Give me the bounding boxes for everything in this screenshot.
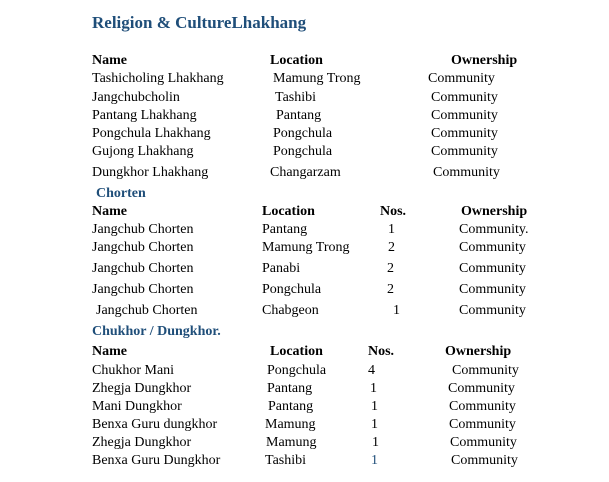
chorten-row-3-ownership: Community bbox=[459, 261, 526, 276]
chorten-row-3-nos: 2 bbox=[387, 261, 394, 276]
chorten-row-5-location: Chabgeon bbox=[262, 303, 319, 318]
chorten-header-ownership: Ownership bbox=[461, 204, 528, 219]
chukhor-row-1-ownership: Community bbox=[452, 363, 519, 378]
lhakhang-header-location: Location bbox=[270, 53, 323, 68]
chorten-row-2-location: Mamung Trong bbox=[262, 240, 350, 255]
lhakhang-row-6-ownership: Community bbox=[433, 165, 500, 180]
lhakhang-header-ownership: Ownership bbox=[451, 53, 518, 68]
chukhor-row-5-ownership: Community bbox=[450, 435, 517, 450]
lhakhang-row-1-ownership: Community bbox=[428, 71, 495, 86]
chukhor-row-4-ownership: Community bbox=[449, 417, 516, 432]
lhakhang-row-5-ownership: Community bbox=[431, 144, 498, 159]
chukhor-row-3-name: Mani Dungkhor bbox=[92, 399, 182, 414]
lhakhang-row-5-location: Pongchula bbox=[273, 144, 333, 159]
chorten-header-name: Name bbox=[92, 204, 127, 219]
chukhor-row-2-name: Zhegja Dungkhor bbox=[92, 381, 192, 396]
chorten-row-4-ownership: Community bbox=[459, 282, 526, 297]
chukhor-row-4-name: Benxa Guru dungkhor bbox=[92, 417, 218, 432]
chorten-row-4-name: Jangchub Chorten bbox=[92, 282, 194, 297]
lhakhang-row-6-name: Dungkhor Lhakhang bbox=[92, 165, 209, 180]
chorten-row-1-nos: 1 bbox=[388, 222, 395, 237]
chukhor-header-location: Location bbox=[270, 344, 323, 359]
chorten-row-5-nos: 1 bbox=[393, 303, 400, 318]
chukhor-row-2-ownership: Community bbox=[448, 381, 515, 396]
chukhor-row-1-location: Pongchula bbox=[267, 363, 327, 378]
chukhor-row-1-name: Chukhor Mani bbox=[92, 363, 175, 378]
chorten-row-2-ownership: Community bbox=[459, 240, 526, 255]
chorten-row-1-name: Jangchub Chorten bbox=[92, 222, 194, 237]
chorten-header-nos: Nos. bbox=[380, 204, 407, 219]
chorten-row-1-ownership: Community. bbox=[459, 222, 529, 237]
chukhor-row-5-nos: 1 bbox=[372, 435, 379, 450]
chukhor-row-6-location: Tashibi bbox=[265, 453, 307, 468]
lhakhang-row-4-location: Pongchula bbox=[273, 126, 333, 141]
lhakhang-row-2-name: Jangchubcholin bbox=[92, 90, 180, 105]
chukhor-header-name: Name bbox=[92, 344, 127, 359]
lhakhang-row-1-name: Tashicholing Lhakhang bbox=[92, 71, 224, 86]
chukhor-row-6-ownership: Community bbox=[451, 453, 518, 468]
chorten-row-2-nos: 2 bbox=[388, 240, 395, 255]
chukhor-row-2-location: Pantang bbox=[267, 381, 313, 396]
lhakhang-row-6-location: Changarzam bbox=[270, 165, 341, 180]
chukhor-row-3-nos: 1 bbox=[371, 399, 378, 414]
chorten-row-5-name: Jangchub Chorten bbox=[96, 303, 198, 318]
chukhor-header-nos: Nos. bbox=[368, 344, 395, 359]
chorten-header-location: Location bbox=[262, 204, 315, 219]
chorten-row-1-location: Pantang bbox=[262, 222, 308, 237]
chukhor-row-4-nos: 1 bbox=[371, 417, 378, 432]
lhakhang-row-4-name: Pongchula Lhakhang bbox=[92, 126, 211, 141]
chukhor-header-ownership: Ownership bbox=[445, 344, 512, 359]
lhakhang-row-2-ownership: Community bbox=[431, 90, 498, 105]
chukhor-row-6-name: Benxa Guru Dungkhor bbox=[92, 453, 221, 468]
lhakhang-row-3-ownership: Community bbox=[431, 108, 498, 123]
lhakhang-header-name: Name bbox=[92, 53, 127, 68]
chukhor-row-2-nos: 1 bbox=[370, 381, 377, 396]
chorten-row-5-ownership: Community bbox=[459, 303, 526, 318]
chukhor-heading: Chukhor / Dungkhor. bbox=[92, 324, 221, 339]
lhakhang-row-4-ownership: Community bbox=[431, 126, 498, 141]
chorten-row-4-location: Pongchula bbox=[262, 282, 322, 297]
chukhor-row-3-location: Pantang bbox=[268, 399, 314, 414]
page-title: Religion & CultureLhakhang bbox=[92, 13, 307, 32]
lhakhang-row-3-location: Pantang bbox=[276, 108, 322, 123]
lhakhang-row-2-location: Tashibi bbox=[275, 90, 317, 105]
chukhor-row-5-location: Mamung bbox=[266, 435, 317, 450]
chukhor-row-3-ownership: Community bbox=[449, 399, 516, 414]
chorten-row-3-name: Jangchub Chorten bbox=[92, 261, 194, 276]
lhakhang-row-3-name: Pantang Lhakhang bbox=[92, 108, 197, 123]
lhakhang-row-5-name: Gujong Lhakhang bbox=[92, 144, 194, 159]
chukhor-row-5-name: Zhegja Dungkhor bbox=[92, 435, 192, 450]
chorten-row-3-location: Panabi bbox=[262, 261, 301, 276]
chorten-heading: Chorten bbox=[96, 186, 146, 201]
chorten-row-2-name: Jangchub Chorten bbox=[92, 240, 194, 255]
chukhor-row-4-location: Mamung bbox=[265, 417, 316, 432]
chukhor-row-1-nos: 4 bbox=[368, 363, 375, 378]
lhakhang-row-1-location: Mamung Trong bbox=[273, 71, 361, 86]
chorten-row-4-nos: 2 bbox=[387, 282, 394, 297]
chukhor-row-6-nos: 1 bbox=[371, 453, 378, 468]
